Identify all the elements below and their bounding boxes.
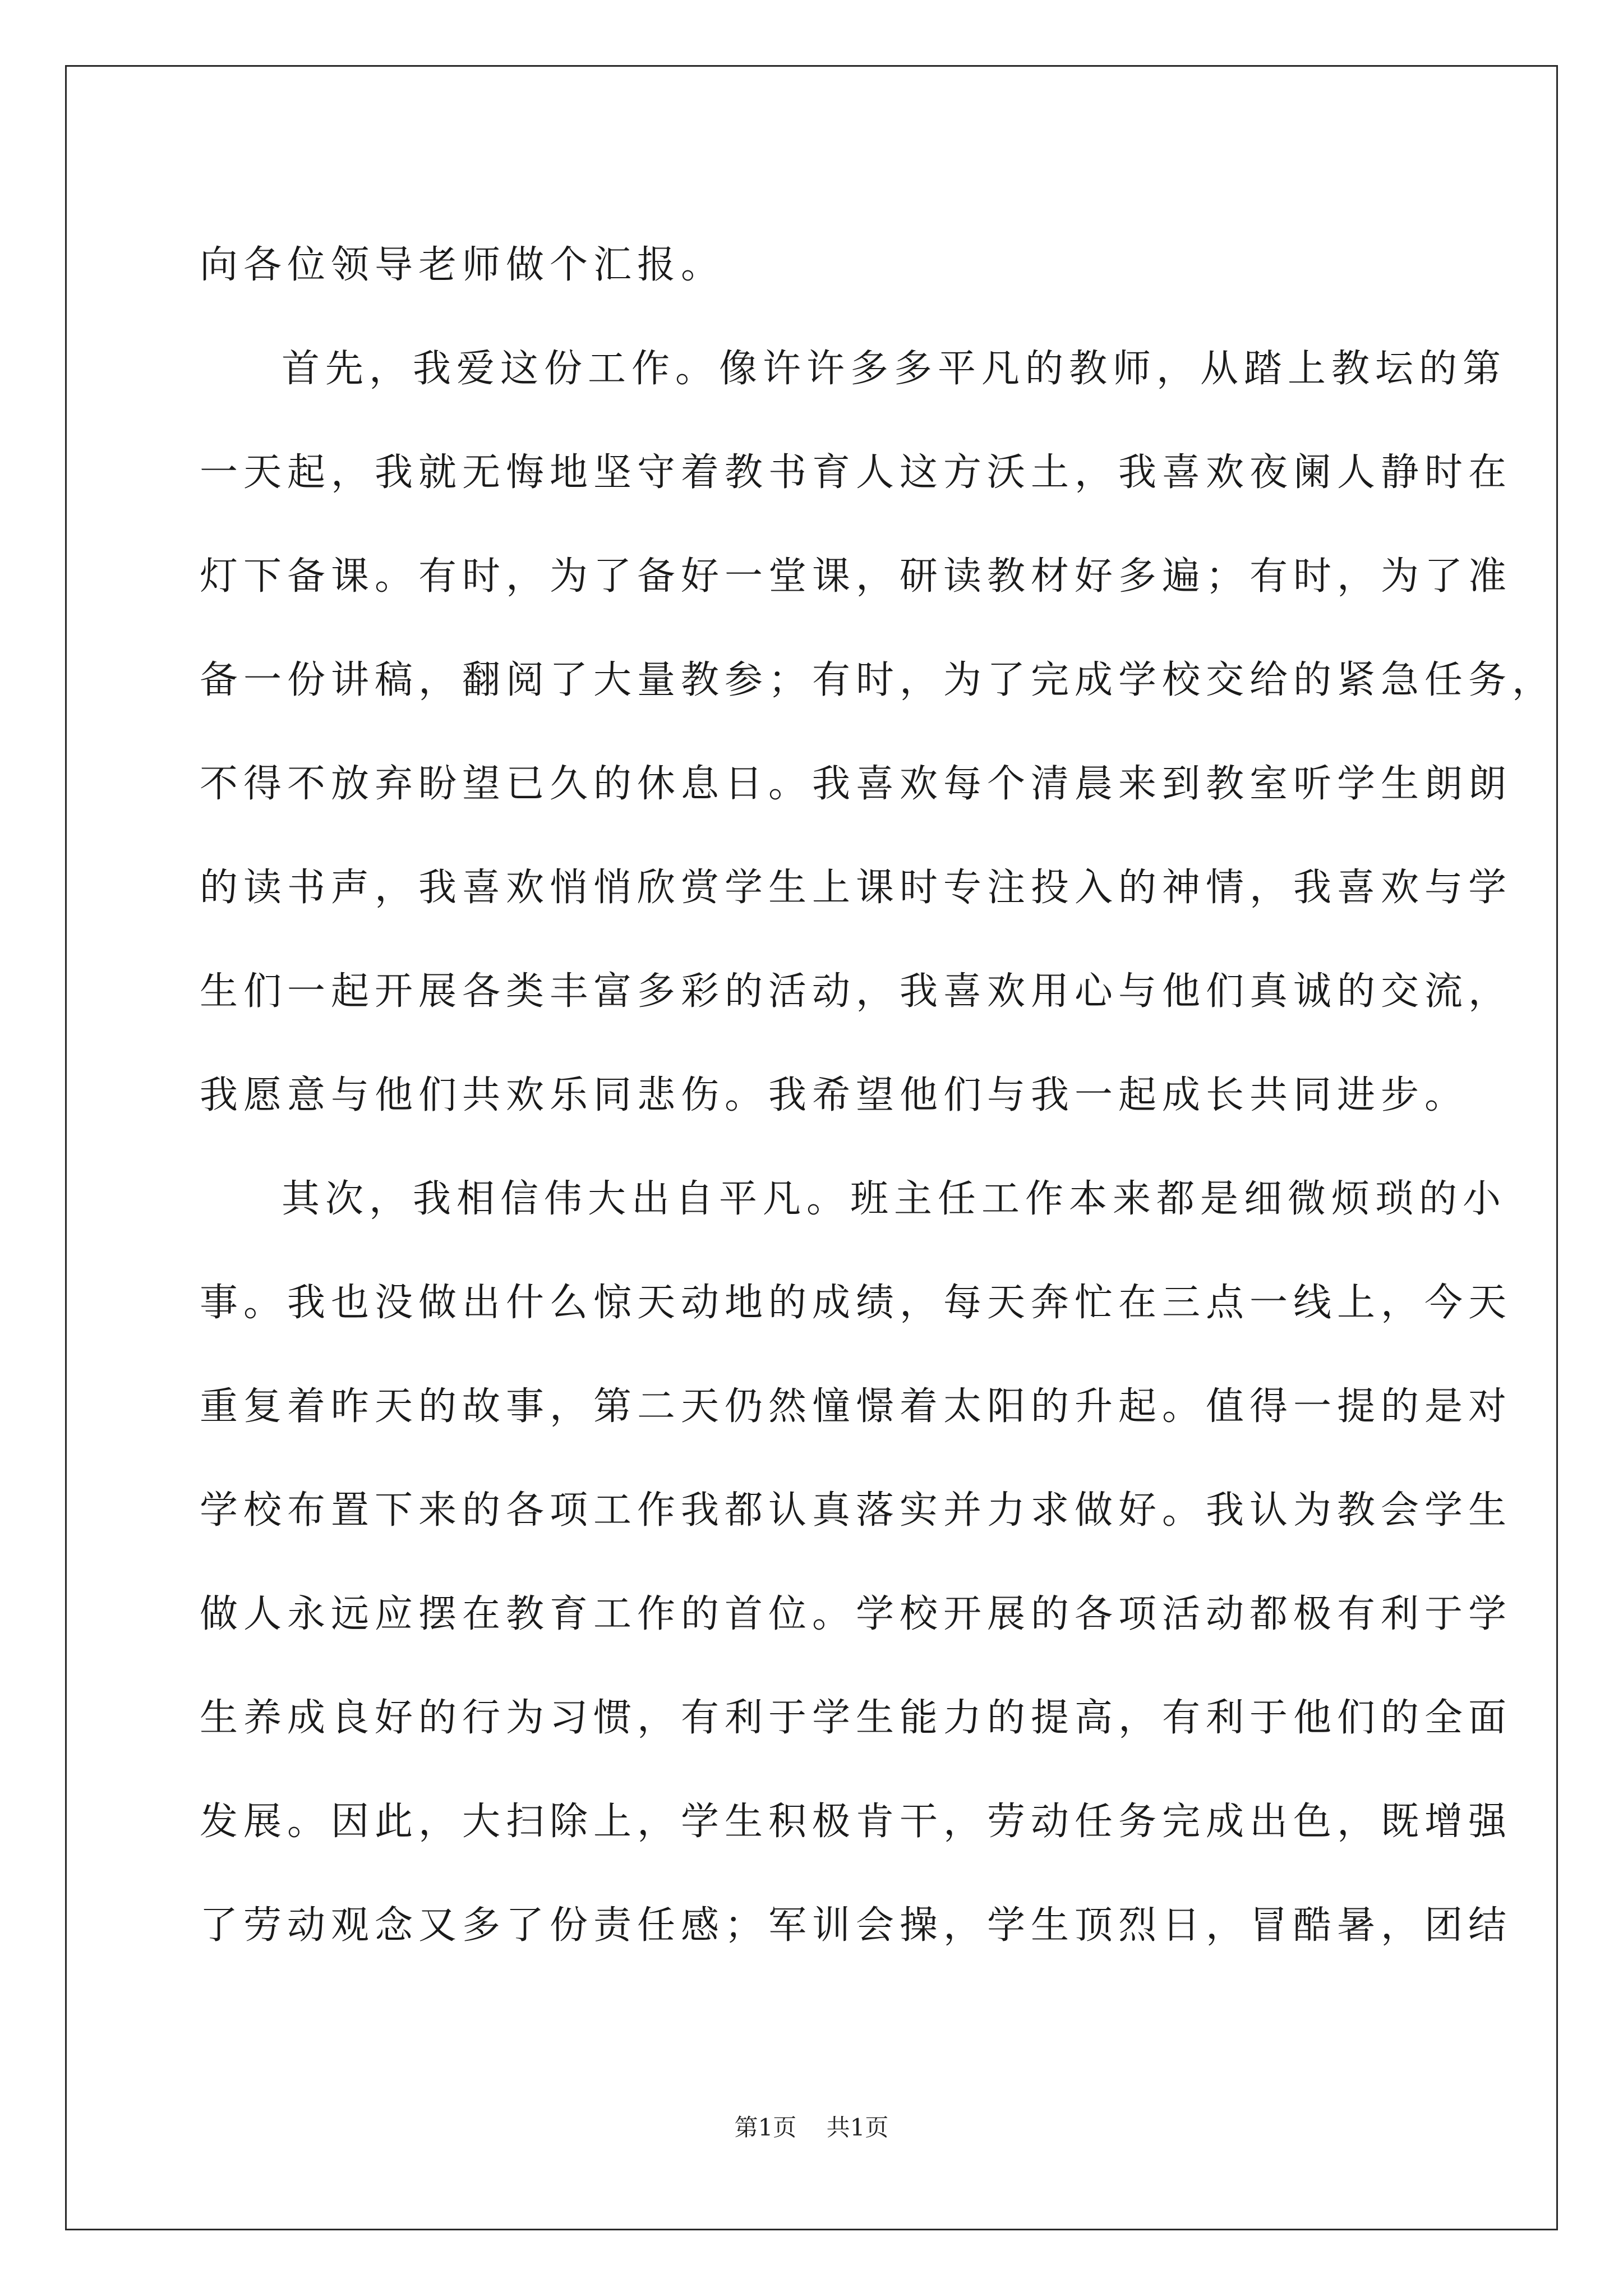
text-line: 事。我也没做出什么惊天动地的成绩，每天奔忙在三点一线上，今天: [200, 1281, 1513, 1325]
text-line: 了劳动观念又多了份责任感；军训会操，学生顶烈日，冒酷暑，团结: [200, 1903, 1513, 1948]
text-line: 不得不放弃盼望已久的休息日。我喜欢每个清晨来到教室听学生朗朗: [200, 762, 1513, 806]
page-total: 共1页: [826, 2114, 889, 2141]
text-line: 首先，我爱这份工作。像许许多多平凡的教师，从踏上教坛的第: [282, 347, 1507, 391]
text-line: 生养成良好的行为习惯，有利于学生能力的提高，有利于他们的全面: [200, 1696, 1513, 1740]
text-line: 灯下备课。有时，为了备好一堂课，研读教材好多遍；有时，为了准: [200, 554, 1513, 599]
text-line: 重复着昨天的故事，第二天仍然憧憬着太阳的升起。值得一提的是对: [200, 1384, 1513, 1429]
page-footer: [0, 2109, 1623, 2143]
text-line: 的读书声，我喜欢悄悄欣赏学生上课时专注投入的神情，我喜欢与学: [200, 866, 1513, 910]
text-line: 做人永远应摆在教育工作的首位。学校开展的各项活动都极有利于学: [200, 1592, 1513, 1636]
text-line: 备一份讲稿，翻阅了大量教参；有时，为了完成学校交给的紧急任务，: [200, 658, 1556, 702]
text-line: 发展。因此，大扫除上，学生积极肯干，劳动任务完成出色，既增强: [200, 1800, 1513, 1844]
text-line: 生们一起开展各类丰富多彩的活动，我喜欢用心与他们真诚的交流，: [200, 969, 1513, 1014]
text-line: 其次，我相信伟大出自平凡。班主任工作本来都是细微烦琐的小: [282, 1177, 1507, 1221]
text-line: 学校布置下来的各项工作我都认真落实并力求做好。我认为教会学生: [200, 1488, 1513, 1533]
page-number: 第1页: [734, 2114, 797, 2141]
text-line: 一天起，我就无悔地坚守着教书育人这方沃土，我喜欢夜阑人静时在: [200, 450, 1513, 495]
text-line: 我愿意与他们共欢乐同悲伤。我希望他们与我一起成长共同进步。: [200, 1073, 1469, 1117]
text-line: 向各位领导老师做个汇报。: [200, 243, 725, 287]
document-body: [200, 213, 1556, 1977]
